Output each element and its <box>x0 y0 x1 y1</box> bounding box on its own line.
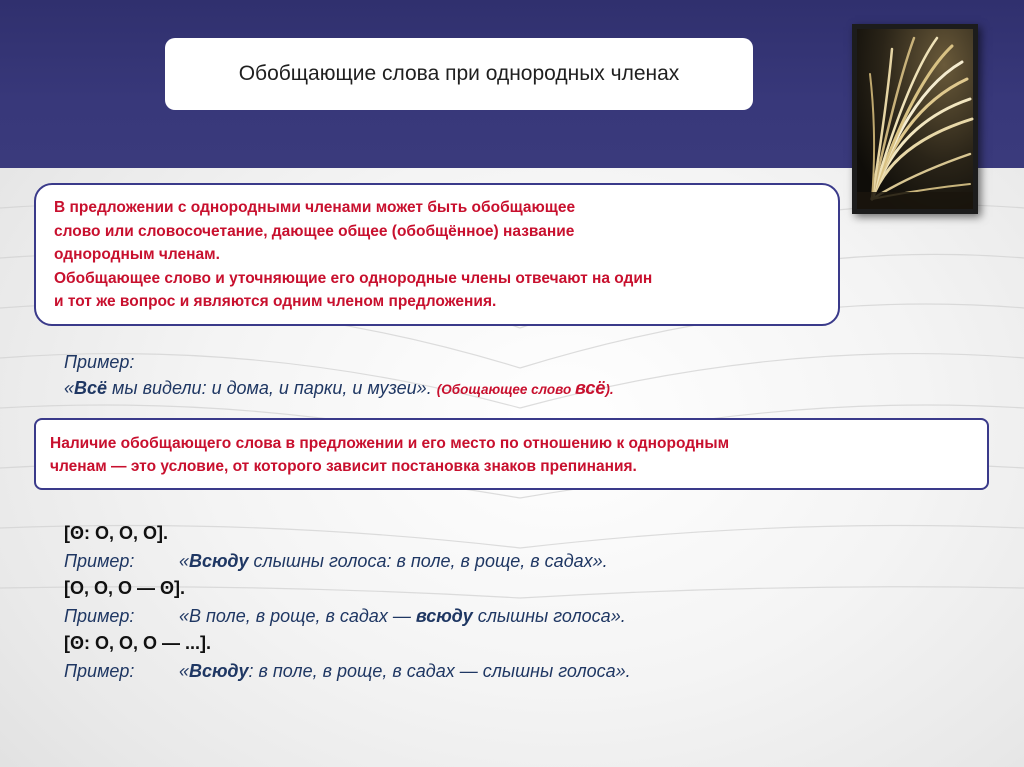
definition-line: однородным членам. <box>54 246 220 263</box>
slide-title: Обобщающие слова при однородных членах <box>238 62 680 85</box>
example-label: Пример: <box>64 660 135 681</box>
book-photo <box>852 24 978 214</box>
definition-line: Обобщающее слово и уточняющие его однородные члены отвечают на один <box>54 269 653 287</box>
generalizing-word: Всюду <box>189 660 249 681</box>
definition-box <box>34 183 840 326</box>
open-book-image <box>852 24 978 214</box>
scheme-example <box>64 658 824 686</box>
example-label: Пример: <box>64 550 135 571</box>
example-sentence <box>64 375 824 403</box>
example-label: Пример: <box>64 605 135 626</box>
definition-line: слово или словосочетание, дающее общее (обобщённое) название <box>54 222 575 240</box>
scheme-formula: [ʘ: О, О, О]. <box>64 523 168 543</box>
generalizing-word: Всюду <box>189 550 249 571</box>
example-text: слышны голоса: в поле, в роще, в садах». <box>248 550 608 571</box>
example-text: «В поле, в роще, в садах — <box>179 605 416 626</box>
condition-line: членам — это условие, от которого зависит постановка знаков препинания. <box>50 458 637 475</box>
generalizing-word: всюду <box>415 605 473 626</box>
scheme-formula: [ʘ: О, О, О — ...]. <box>64 633 211 653</box>
example-note <box>436 378 614 398</box>
example-text: « <box>179 660 190 681</box>
scheme-example <box>64 548 824 576</box>
example-block <box>64 349 824 403</box>
definition-line: и тот же вопрос и являются одним членом предложения. <box>54 293 497 310</box>
example-label: Пример: <box>64 352 135 372</box>
punctuation-schemes <box>64 520 824 685</box>
generalizing-word: Всё <box>74 378 108 398</box>
example-text: слышны голоса». <box>472 605 626 626</box>
note-word: всё <box>574 378 606 398</box>
scheme-example <box>64 603 824 631</box>
scheme-formula: [О, О, О — ʘ]. <box>64 578 185 598</box>
example-rest: мы видели: и дома, и парки, и музеи». <box>107 378 432 398</box>
condition-box <box>34 418 989 490</box>
quote-mark: « <box>64 378 75 398</box>
note-suffix: ). <box>605 382 614 397</box>
note-prefix: (Обощающее слово <box>436 382 575 397</box>
condition-line: Наличие обобщающего слова в предложении и его место по отношению к однородным <box>50 435 730 452</box>
definition-line: В предложении с однородными членами может быть обобщающее <box>54 199 576 216</box>
title-box <box>165 38 753 110</box>
example-text: : в поле, в роще, в садах — слышны голоса». <box>248 660 631 681</box>
example-text: « <box>179 550 190 571</box>
